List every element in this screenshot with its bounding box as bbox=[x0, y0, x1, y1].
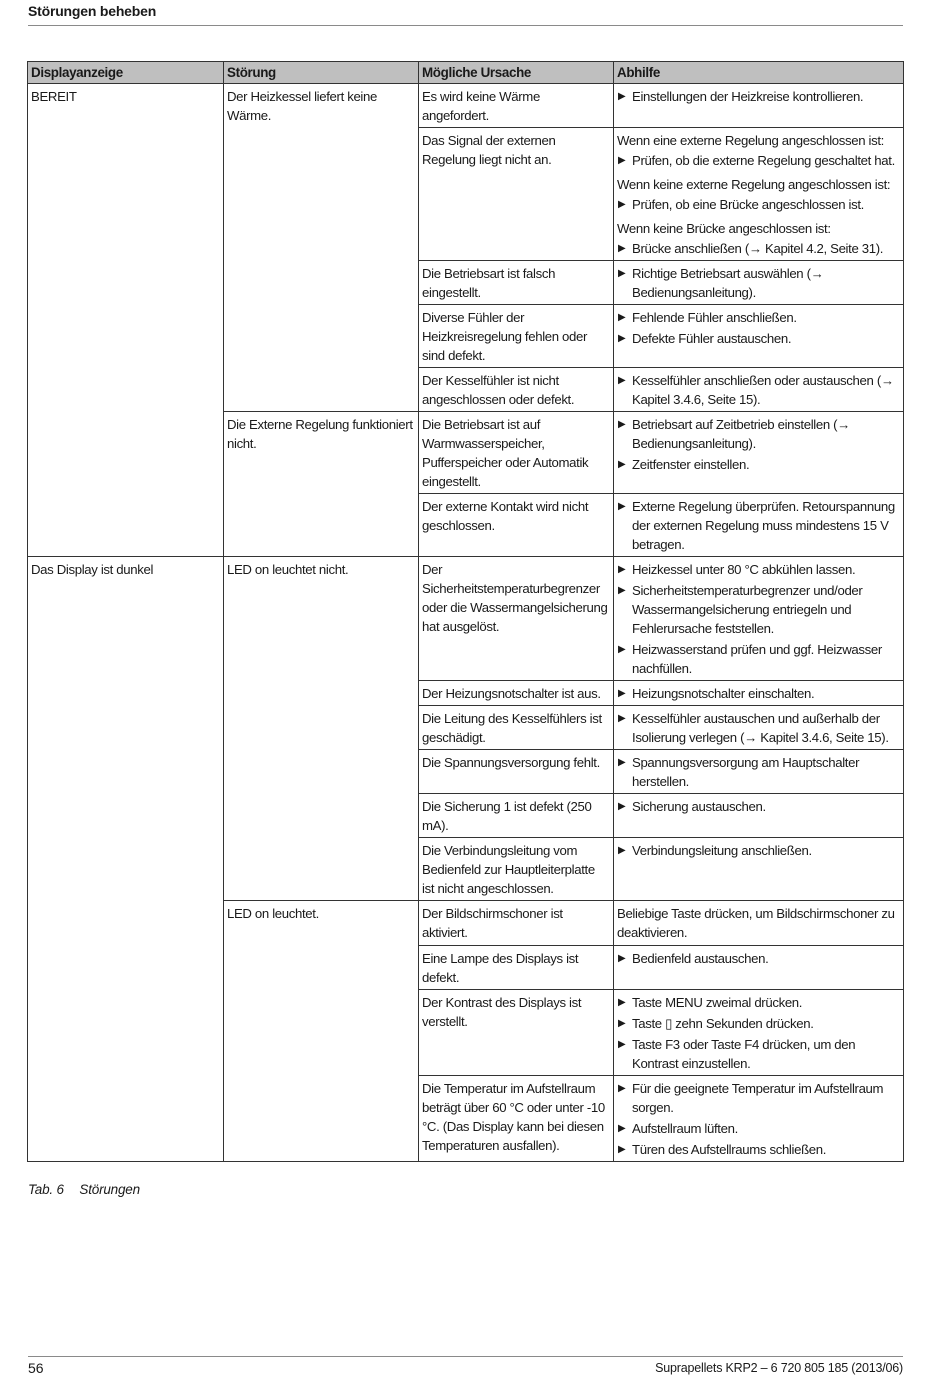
remedy-step-text: Heizwasserstand prüfen und ggf. Heizwasser nachfüllen. bbox=[632, 642, 882, 676]
remedy-step-text: Taste ▯ zehn Sekunden drücken. bbox=[632, 1016, 814, 1031]
arrow-bullet-icon: ▶ bbox=[618, 845, 626, 856]
arrow-bullet-icon: ▶ bbox=[618, 375, 626, 386]
remedy-step-text: Verbindungsleitung anschließen. bbox=[632, 843, 812, 858]
remedy-step bbox=[617, 1079, 900, 1117]
remedy-step bbox=[617, 709, 900, 747]
arrow-bullet-icon: ▶ bbox=[618, 953, 626, 964]
fault-cell: LED on leuchtet nicht. bbox=[224, 557, 419, 901]
remedy-group bbox=[617, 219, 900, 258]
remedy-step bbox=[617, 195, 900, 214]
remedy-group bbox=[617, 709, 900, 747]
display-cell: BEREIT bbox=[28, 84, 224, 557]
fault-table bbox=[27, 61, 904, 1162]
remedy-step bbox=[617, 308, 900, 327]
cause-cell: Die Spannungsversorgung fehlt. bbox=[419, 750, 614, 794]
remedy-cell bbox=[614, 557, 904, 681]
remedy-group bbox=[617, 497, 900, 554]
arrow-bullet-icon: ▶ bbox=[618, 1083, 626, 1094]
table-row bbox=[28, 84, 904, 128]
column-header-fault: Störung bbox=[224, 62, 419, 84]
remedy-cell bbox=[614, 368, 904, 412]
arrow-bullet-icon: ▶ bbox=[618, 333, 626, 344]
remedy-step-text: Kesselfühler austauschen und außerhalb der Isolierung verlegen (→ Kapitel 3.4.6, Seite 15). bbox=[632, 711, 889, 745]
arrow-bullet-icon: ▶ bbox=[618, 1039, 626, 1050]
fault-cell: Die Externe Regelung funktioniert nicht. bbox=[224, 412, 419, 557]
arrow-bullet-icon: ▶ bbox=[618, 644, 626, 655]
cause-cell: Die Verbindungsleitung vom Bedienfeld zur Hauptleiterplatte ist nicht angeschlossen. bbox=[419, 838, 614, 901]
remedy-step bbox=[617, 797, 900, 816]
arrow-bullet-icon: ▶ bbox=[618, 1144, 626, 1155]
remedy-cell bbox=[614, 946, 904, 990]
table-header-row bbox=[28, 62, 904, 84]
arrow-bullet-icon: ▶ bbox=[618, 801, 626, 812]
cause-cell: Der Sicherheitstemperaturbegrenzer oder die Wassermangelsicherung hat ausgelöst. bbox=[419, 557, 614, 681]
remedy-step-text: Prüfen, ob die externe Regelung geschaltet hat. bbox=[632, 153, 895, 168]
remedy-step bbox=[617, 1035, 900, 1073]
remedy-step-text: Kesselfühler anschließen oder austauschen (→ Kapitel 3.4.6, Seite 15). bbox=[632, 373, 894, 407]
arrow-bullet-icon: ▶ bbox=[618, 459, 626, 470]
remedy-group bbox=[617, 87, 900, 106]
remedy-step bbox=[617, 415, 900, 453]
remedy-group bbox=[617, 560, 900, 678]
remedy-step-text: Aufstellraum lüften. bbox=[632, 1121, 738, 1136]
remedy-group bbox=[617, 753, 900, 791]
arrow-bullet-icon: ▶ bbox=[618, 268, 626, 279]
remedy-step bbox=[617, 151, 900, 170]
remedy-step-text: Brücke anschließen (→ Kapitel 4.2, Seite 31). bbox=[632, 241, 884, 256]
remedy-cell bbox=[614, 128, 904, 261]
remedy-step-text: Zeitfenster einstellen. bbox=[632, 457, 750, 472]
cause-cell: Der Bildschirmschoner ist aktiviert. bbox=[419, 901, 614, 946]
remedy-group bbox=[617, 904, 900, 942]
arrow-bullet-icon: ▶ bbox=[618, 1123, 626, 1134]
remedy-step-text: Spannungsversorgung am Hauptschalter herstellen. bbox=[632, 755, 860, 789]
cause-cell: Das Signal der externen Regelung liegt nicht an. bbox=[419, 128, 614, 261]
cause-cell: Der Kontrast des Displays ist verstellt. bbox=[419, 990, 614, 1076]
remedy-step bbox=[617, 239, 900, 258]
remedy-group bbox=[617, 264, 900, 302]
remedy-step-text: Taste F3 oder Taste F4 drücken, um den Kontrast einzustellen. bbox=[632, 1037, 856, 1071]
remedy-group bbox=[617, 684, 900, 703]
remedy-group bbox=[617, 308, 900, 348]
arrow-bullet-icon: ▶ bbox=[618, 501, 626, 512]
remedy-step-text: Bedienfeld austauschen. bbox=[632, 951, 769, 966]
remedy-group bbox=[617, 131, 900, 170]
remedy-cell bbox=[614, 990, 904, 1076]
arrow-bullet-icon: ▶ bbox=[618, 997, 626, 1008]
remedy-step-text: Türen des Aufstellraums schließen. bbox=[632, 1142, 827, 1157]
remedy-step-text: Taste MENU zweimal drücken. bbox=[632, 995, 803, 1010]
cause-cell: Die Betriebsart ist auf Warmwasserspeicher, Pufferspeicher oder Automatik eingestellt. bbox=[419, 412, 614, 494]
remedy-step bbox=[617, 1140, 900, 1159]
remedy-cell bbox=[614, 84, 904, 128]
remedy-cell bbox=[614, 750, 904, 794]
remedy-step-text: Richtige Betriebsart auswählen (→ Bedienungsanleitung). bbox=[632, 266, 824, 300]
display-cell: Das Display ist dunkel bbox=[28, 557, 224, 1162]
arrow-bullet-icon: ▶ bbox=[618, 585, 626, 596]
page-number: 56 bbox=[28, 1360, 44, 1376]
table-caption bbox=[28, 1182, 140, 1197]
page-header: Störungen beheben bbox=[28, 3, 157, 19]
remedy-step-text: Heizkessel unter 80 °C abkühlen lassen. bbox=[632, 562, 856, 577]
remedy-group bbox=[617, 841, 900, 860]
cause-cell: Die Betriebsart ist falsch eingestellt. bbox=[419, 261, 614, 305]
cause-cell: Die Sicherung 1 ist defekt (250 mA). bbox=[419, 794, 614, 838]
remedy-condition: Beliebige Taste drücken, um Bildschirmschoner zu deaktivieren. bbox=[617, 906, 895, 940]
fault-cell: Der Heizkessel liefert keine Wärme. bbox=[224, 84, 419, 412]
remedy-step bbox=[617, 1119, 900, 1138]
remedy-cell bbox=[614, 838, 904, 901]
remedy-step bbox=[617, 581, 900, 638]
remedy-step bbox=[617, 497, 900, 554]
footer-divider bbox=[28, 1356, 903, 1357]
remedy-cell bbox=[614, 794, 904, 838]
remedy-step-text: Prüfen, ob eine Brücke angeschlossen ist. bbox=[632, 197, 864, 212]
remedy-step bbox=[617, 455, 900, 474]
remedy-step bbox=[617, 684, 900, 703]
fault-cell: LED on leuchtet. bbox=[224, 901, 419, 1162]
arrow-bullet-icon: ▶ bbox=[618, 564, 626, 575]
remedy-group bbox=[617, 371, 900, 409]
column-header-remedy: Abhilfe bbox=[614, 62, 904, 84]
arrow-bullet-icon: ▶ bbox=[618, 243, 626, 254]
arrow-bullet-icon: ▶ bbox=[618, 155, 626, 166]
remedy-condition: Wenn keine externe Regelung angeschlossen ist: bbox=[617, 177, 891, 192]
remedy-step bbox=[617, 87, 900, 106]
remedy-step bbox=[617, 264, 900, 302]
caption-number: Tab. 6 bbox=[28, 1182, 64, 1197]
remedy-condition: Wenn eine externe Regelung angeschlossen ist: bbox=[617, 133, 884, 148]
cause-cell: Der externe Kontakt wird nicht geschlossen. bbox=[419, 494, 614, 557]
remedy-group bbox=[617, 175, 900, 214]
column-header-display: Displayanzeige bbox=[28, 62, 224, 84]
remedy-cell bbox=[614, 706, 904, 750]
remedy-cell bbox=[614, 305, 904, 368]
remedy-step bbox=[617, 560, 900, 579]
remedy-cell bbox=[614, 681, 904, 706]
remedy-step bbox=[617, 753, 900, 791]
remedy-cell bbox=[614, 494, 904, 557]
remedy-step bbox=[617, 993, 900, 1012]
cause-cell: Der Kesselfühler ist nicht angeschlossen oder defekt. bbox=[419, 368, 614, 412]
cause-cell: Eine Lampe des Displays ist defekt. bbox=[419, 946, 614, 990]
remedy-step-text: Defekte Fühler austauschen. bbox=[632, 331, 792, 346]
remedy-step-text: Externe Regelung überprüfen. Retourspannung der externen Regelung muss mindestens 15 V betragen. bbox=[632, 499, 895, 552]
table-row bbox=[28, 557, 904, 681]
footer-document-id: Suprapellets KRP2 – 6 720 805 185 (2013/06) bbox=[655, 1361, 903, 1375]
column-header-cause: Mögliche Ursache bbox=[419, 62, 614, 84]
remedy-step-text: Sicherheitstemperaturbegrenzer und/oder Wassermangelsicherung entriegeln und Fehlerursache feststellen. bbox=[632, 583, 863, 636]
remedy-step bbox=[617, 640, 900, 678]
arrow-bullet-icon: ▶ bbox=[618, 757, 626, 768]
remedy-group bbox=[617, 415, 900, 474]
remedy-step bbox=[617, 371, 900, 409]
remedy-step-text: Für die geeignete Temperatur im Aufstellraum sorgen. bbox=[632, 1081, 884, 1115]
header-divider bbox=[28, 25, 903, 26]
cause-cell: Diverse Fühler der Heizkreisregelung fehlen oder sind defekt. bbox=[419, 305, 614, 368]
remedy-group bbox=[617, 1079, 900, 1159]
caption-title: Störungen bbox=[79, 1182, 140, 1197]
remedy-step bbox=[617, 329, 900, 348]
remedy-step-text: Fehlende Fühler anschließen. bbox=[632, 310, 797, 325]
arrow-bullet-icon: ▶ bbox=[618, 688, 626, 699]
remedy-step bbox=[617, 1014, 900, 1033]
remedy-step bbox=[617, 841, 900, 860]
cause-cell: Die Temperatur im Aufstellraum beträgt über 60 °C oder unter -10 °C. (Das Display kann bei diesen Temperaturen ausfallen). bbox=[419, 1076, 614, 1162]
arrow-bullet-icon: ▶ bbox=[618, 199, 626, 210]
arrow-bullet-icon: ▶ bbox=[618, 312, 626, 323]
arrow-bullet-icon: ▶ bbox=[618, 419, 626, 430]
remedy-cell bbox=[614, 901, 904, 946]
arrow-bullet-icon: ▶ bbox=[618, 91, 626, 102]
remedy-group bbox=[617, 797, 900, 816]
table-body bbox=[28, 84, 904, 1162]
remedy-condition: Wenn keine Brücke angeschlossen ist: bbox=[617, 221, 831, 236]
remedy-cell bbox=[614, 412, 904, 494]
remedy-group bbox=[617, 993, 900, 1073]
remedy-step bbox=[617, 949, 900, 968]
remedy-step-text: Einstellungen der Heizkreise kontrollieren. bbox=[632, 89, 864, 104]
remedy-group bbox=[617, 949, 900, 968]
remedy-cell bbox=[614, 261, 904, 305]
cause-cell: Der Heizungsnotschalter ist aus. bbox=[419, 681, 614, 706]
arrow-bullet-icon: ▶ bbox=[618, 713, 626, 724]
remedy-step-text: Betriebsart auf Zeitbetrieb einstellen (→ Bedienungsanleitung). bbox=[632, 417, 851, 451]
arrow-bullet-icon: ▶ bbox=[618, 1018, 626, 1029]
cause-cell: Es wird keine Wärme angefordert. bbox=[419, 84, 614, 128]
remedy-cell bbox=[614, 1076, 904, 1162]
cause-cell: Die Leitung des Kesselfühlers ist geschädigt. bbox=[419, 706, 614, 750]
remedy-step-text: Heizungsnotschalter einschalten. bbox=[632, 686, 815, 701]
remedy-step-text: Sicherung austauschen. bbox=[632, 799, 766, 814]
